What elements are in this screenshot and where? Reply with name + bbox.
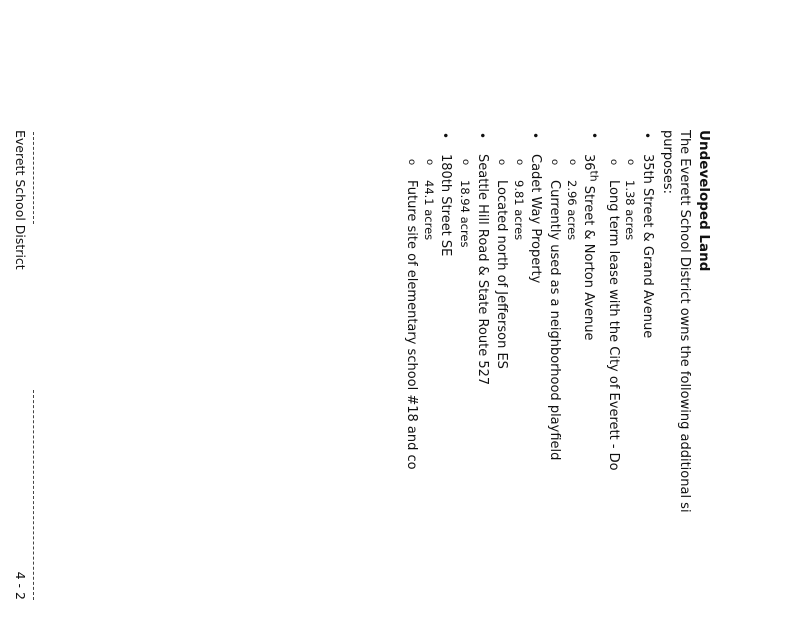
sub-bullet-icon: o [513, 159, 525, 166]
site-note: Future site of elementary school #18 and co [404, 180, 420, 470]
sub-bullet-icon: o [460, 159, 472, 166]
site-detail [546, 154, 562, 618]
bullet-icon: • [586, 132, 601, 140]
site-name-rest: Street & Norton Avenue [581, 181, 597, 341]
site-detail [621, 154, 638, 618]
site-acreage: 1.38 acres [623, 180, 638, 241]
page-footer [0, 0, 34, 618]
sub-bullet-icon: o [496, 159, 508, 166]
site-note: Located north of Jefferson ES [494, 180, 510, 369]
site-detail [493, 154, 509, 618]
site-name: Cadet Way Property [528, 154, 544, 284]
site-detail [605, 154, 621, 618]
site-item-cadet-way [493, 130, 543, 618]
site-details [546, 154, 580, 618]
intro-line-1: The Everett School District owns the following additional si [676, 130, 692, 513]
site-details [403, 154, 437, 618]
site-name: Seattle Hill Road & State Route 527 [474, 154, 490, 386]
sub-bullet-icon: o [607, 159, 619, 166]
bullet-icon: • [639, 132, 654, 140]
sub-bullet-icon: o [423, 159, 435, 166]
sub-bullet-icon: o [549, 159, 561, 166]
site-name [581, 154, 601, 341]
footer-district-name: Everett School District [13, 130, 28, 270]
intro-paragraph [659, 130, 692, 618]
page-content [400, 130, 712, 618]
site-details [493, 154, 527, 618]
site-acreage: 2.96 acres [564, 180, 579, 241]
site-item-35th-grand [605, 130, 655, 618]
site-name: 35th Street & Grand Avenue [639, 154, 655, 339]
site-item-seattle-hill [456, 130, 490, 618]
bullet-icon: • [528, 132, 543, 140]
site-item-36th-norton [546, 130, 602, 618]
site-item-180th [403, 130, 453, 618]
site-note: Currently used as a neighborhood playfield [547, 180, 563, 461]
footer-rule-left [33, 132, 34, 224]
site-acreage: 44.1 acres [421, 180, 436, 241]
site-detail [419, 154, 436, 618]
site-details [605, 154, 639, 618]
site-detail [456, 154, 473, 618]
site-details [456, 154, 473, 618]
footer-text [13, 130, 28, 600]
bullet-icon: • [474, 132, 489, 140]
site-name-ordinal: th [587, 170, 601, 182]
sub-bullet-icon: o [625, 159, 637, 166]
sub-bullet-icon: o [406, 159, 418, 166]
site-detail [562, 154, 579, 618]
section-heading: Undeveloped Land [696, 130, 712, 272]
bullet-icon: • [437, 132, 452, 140]
site-detail [509, 154, 526, 618]
site-acreage: 18.94 acres [458, 180, 473, 248]
intro-line-2: purposes: [660, 130, 676, 194]
site-name-number: 36 [581, 154, 597, 171]
site-note: Long term lease with the City of Everett - Do [605, 180, 621, 471]
sub-bullet-icon: o [566, 159, 578, 166]
site-acreage: 9.81 acres [511, 180, 526, 241]
footer-rule-right [33, 390, 34, 600]
footer-page-number: 4 - 2 [13, 571, 28, 600]
site-list [403, 130, 655, 618]
site-detail [403, 154, 419, 618]
site-name: 180th Street SE [437, 154, 453, 257]
